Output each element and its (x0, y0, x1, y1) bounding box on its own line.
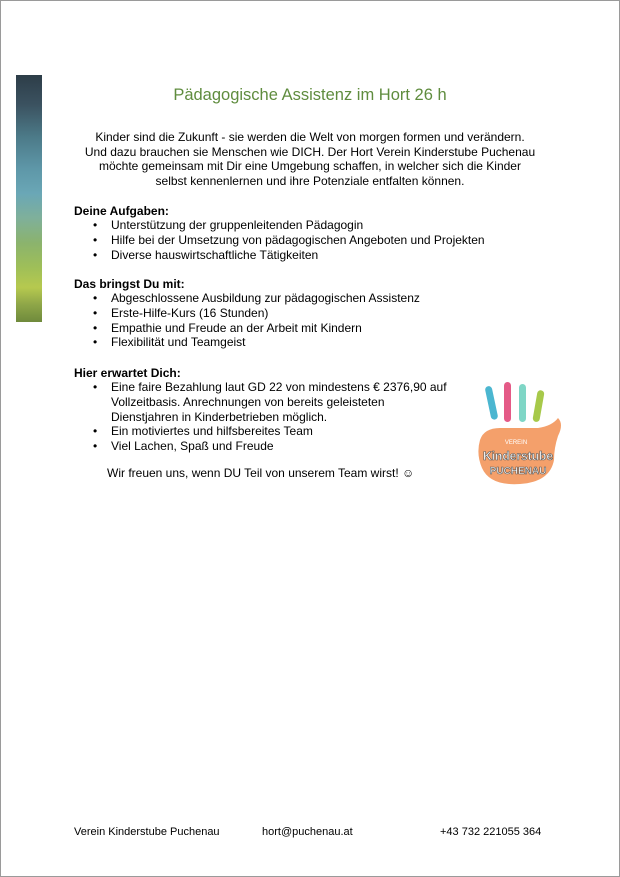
footer-email: hort@puchenau.at (262, 826, 353, 838)
intro-line: möchte gemeinsam mit Dir eine Umgebung schaffen, in welcher sich die Kinder (99, 159, 521, 174)
list-item: • Empathie und Freude an der Arbeit mit Kindern (74, 321, 420, 336)
decorative-photo-strip (16, 75, 42, 322)
list-item: • Erste-Hilfe-Kurs (16 Stunden) (74, 306, 420, 321)
requirements-list (74, 291, 420, 350)
intro-line: selbst kennenlernen und ihre Potenziale entfalten können. (155, 173, 465, 188)
benefits-list (74, 380, 447, 454)
closing-line: Wir freuen uns, wenn DU Teil von unserem Team wirst! ☺ (107, 466, 415, 480)
section-heading-tasks: Deine Aufgaben: (74, 204, 169, 218)
list-item: • Flexibilität und Teamgeist (74, 335, 420, 350)
list-item: • Ein motiviertes und hilfsbereites Team (74, 424, 447, 439)
list-item-line: Vollzeitbasis. Anrechnungen von bereits geleisteten (111, 394, 385, 409)
logo-place-text: PUCHENAU (489, 466, 547, 477)
logo-finger (532, 390, 544, 423)
page-title: Pädagogische Assistenz im Hort 26 h (173, 86, 447, 104)
intro-line: Kinder sind die Zukunft - sie werden die Welt von morgen formen und verändern. (95, 130, 525, 144)
logo-finger (485, 386, 499, 421)
footer-phone: +43 732 221055 364 (440, 826, 542, 838)
kinderstube-logo (466, 378, 566, 490)
logo-name-text: Kinderstube (482, 449, 554, 463)
intro-paragraph (70, 130, 550, 188)
list-item: • Hilfe bei der Umsetzung von pädagogischen Angeboten und Projekten (74, 233, 485, 248)
list-item: • Abgeschlossene Ausbildung zur pädagogischen Assistenz (74, 291, 420, 306)
logo-finger (519, 384, 526, 422)
list-item: • Viel Lachen, Spaß und Freude (74, 439, 447, 454)
tasks-list (74, 218, 485, 262)
footer-org: Verein Kinderstube Puchenau (74, 826, 220, 838)
list-item (74, 380, 447, 424)
logo-finger (504, 382, 511, 422)
section-heading-benefits: Hier erwartet Dich: (74, 366, 181, 380)
list-item: • Diverse hauswirtschaftliche Tätigkeiten (74, 248, 485, 263)
list-item: • Unterstützung der gruppenleitenden Pädagogin (74, 218, 485, 233)
list-item-line: Dienstjahren in Kinderbetrieben möglich. (111, 409, 328, 424)
section-heading-requirements: Das bringst Du mit: (74, 277, 185, 291)
list-item-line: • Eine faire Bezahlung laut GD 22 von mindestens € 2376,90 auf (111, 380, 447, 394)
intro-line: Und dazu brauchen sie Menschen wie DICH. Der Hort Verein Kinderstube Puchenau (84, 144, 536, 159)
logo-verein-text: VEREIN (504, 440, 528, 446)
